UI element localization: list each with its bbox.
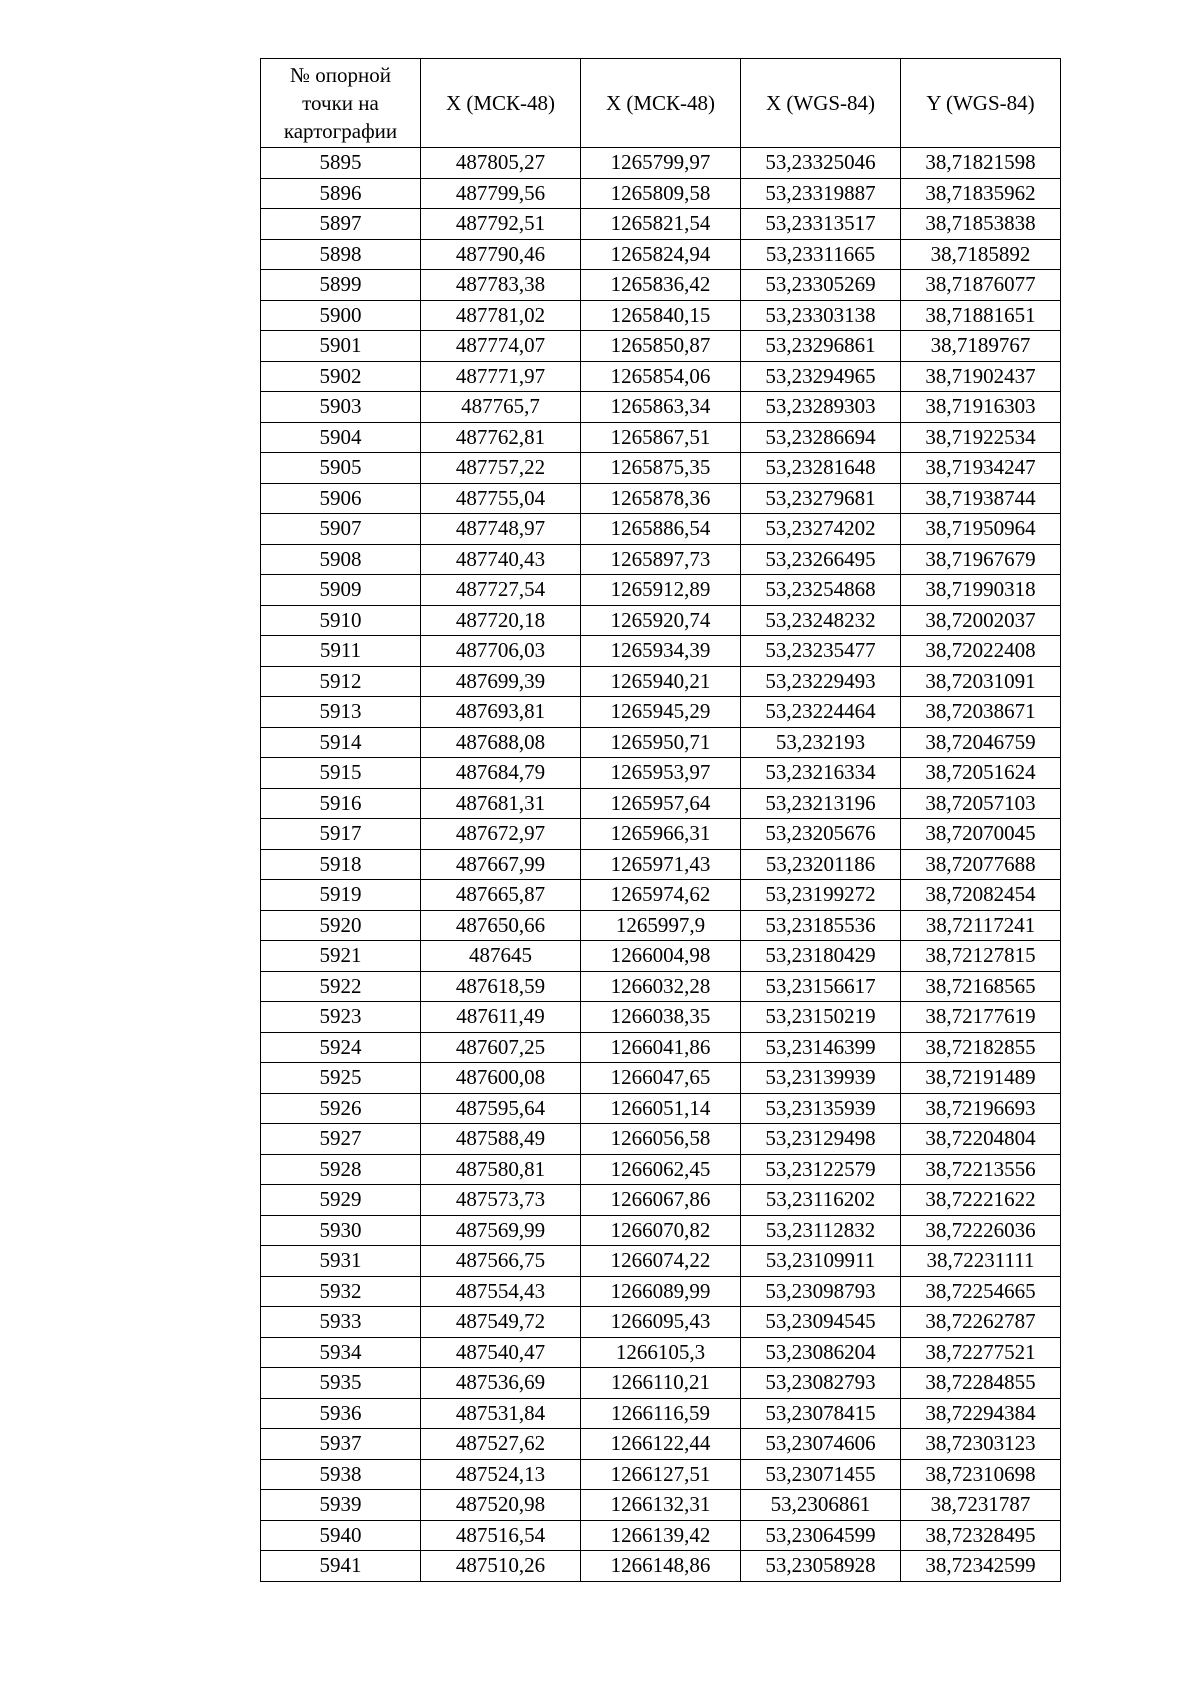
cell-point-number: 5927 [261, 1124, 421, 1155]
cell-y-wgs84: 38,71853838 [901, 209, 1061, 240]
cell-point-number: 5917 [261, 819, 421, 850]
cell-x-msk48: 487524,13 [421, 1459, 581, 1490]
cell-y-wgs84: 38,72342599 [901, 1551, 1061, 1582]
table-row [261, 788, 1061, 819]
cell-x-msk48: 487520,98 [421, 1490, 581, 1521]
cell-y-wgs84: 38,71916303 [901, 392, 1061, 423]
cell-x-wgs84: 53,23224464 [741, 697, 901, 728]
cell-x-msk48-second: 1266038,35 [581, 1002, 741, 1033]
cell-x-wgs84: 53,23325046 [741, 148, 901, 179]
table-row [261, 941, 1061, 972]
cell-y-wgs84: 38,72002037 [901, 605, 1061, 636]
cell-x-wgs84: 53,23311665 [741, 239, 901, 270]
cell-x-msk48-second: 1265897,73 [581, 544, 741, 575]
table-row [261, 971, 1061, 1002]
cell-x-msk48-second: 1265912,89 [581, 575, 741, 606]
cell-y-wgs84: 38,72051624 [901, 758, 1061, 789]
cell-point-number: 5915 [261, 758, 421, 789]
cell-x-msk48: 487774,07 [421, 331, 581, 362]
cell-x-wgs84: 53,23071455 [741, 1459, 901, 1490]
cell-x-msk48-second: 1265997,9 [581, 910, 741, 941]
cell-x-msk48-second: 1266004,98 [581, 941, 741, 972]
cell-x-msk48-second: 1265867,51 [581, 422, 741, 453]
cell-x-wgs84: 53,23135939 [741, 1093, 901, 1124]
cell-x-wgs84: 53,23109911 [741, 1246, 901, 1277]
cell-point-number: 5913 [261, 697, 421, 728]
table-row [261, 148, 1061, 179]
cell-point-number: 5908 [261, 544, 421, 575]
table-row [261, 1398, 1061, 1429]
cell-x-wgs84: 53,23281648 [741, 453, 901, 484]
table-header [261, 59, 1061, 148]
cell-x-msk48-second: 1265934,39 [581, 636, 741, 667]
cell-x-wgs84: 53,23205676 [741, 819, 901, 850]
cell-point-number: 5912 [261, 666, 421, 697]
cell-y-wgs84: 38,71990318 [901, 575, 1061, 606]
cell-point-number: 5921 [261, 941, 421, 972]
cell-x-wgs84: 53,23199272 [741, 880, 901, 911]
cell-y-wgs84: 38,72046759 [901, 727, 1061, 758]
cell-x-msk48: 487755,04 [421, 483, 581, 514]
table-row [261, 1276, 1061, 1307]
table-row [261, 575, 1061, 606]
cell-x-msk48: 487672,97 [421, 819, 581, 850]
cell-y-wgs84: 38,71881651 [901, 300, 1061, 331]
cell-x-wgs84: 53,23098793 [741, 1276, 901, 1307]
cell-x-msk48: 487569,99 [421, 1215, 581, 1246]
cell-x-msk48: 487805,27 [421, 148, 581, 179]
table-row [261, 422, 1061, 453]
cell-point-number: 5929 [261, 1185, 421, 1216]
table-row [261, 239, 1061, 270]
cell-point-number: 5931 [261, 1246, 421, 1277]
cell-x-msk48: 487607,25 [421, 1032, 581, 1063]
cell-x-msk48-second: 1266051,14 [581, 1093, 741, 1124]
cell-x-wgs84: 53,23274202 [741, 514, 901, 545]
cell-x-wgs84: 53,23058928 [741, 1551, 901, 1582]
cell-x-wgs84: 53,23254868 [741, 575, 901, 606]
cell-x-msk48: 487536,69 [421, 1368, 581, 1399]
cell-x-msk48-second: 1266089,99 [581, 1276, 741, 1307]
cell-x-msk48-second: 1265971,43 [581, 849, 741, 880]
table-row [261, 483, 1061, 514]
cell-x-msk48-second: 1265799,97 [581, 148, 741, 179]
cell-x-msk48-second: 1266122,44 [581, 1429, 741, 1460]
cell-x-msk48-second: 1266067,86 [581, 1185, 741, 1216]
cell-x-wgs84: 53,23150219 [741, 1002, 901, 1033]
cell-y-wgs84: 38,72182855 [901, 1032, 1061, 1063]
cell-x-msk48-second: 1266032,28 [581, 971, 741, 1002]
table-row [261, 1124, 1061, 1155]
table-row [261, 392, 1061, 423]
table-row [261, 361, 1061, 392]
cell-x-wgs84: 53,23086204 [741, 1337, 901, 1368]
cell-x-msk48-second: 1265886,54 [581, 514, 741, 545]
cell-point-number: 5938 [261, 1459, 421, 1490]
table-body [261, 148, 1061, 1582]
cell-x-msk48: 487618,59 [421, 971, 581, 1002]
cell-x-msk48: 487510,26 [421, 1551, 581, 1582]
cell-point-number: 5918 [261, 849, 421, 880]
cell-x-msk48: 487757,22 [421, 453, 581, 484]
cell-y-wgs84: 38,72038671 [901, 697, 1061, 728]
cell-point-number: 5895 [261, 148, 421, 179]
cell-x-msk48: 487706,03 [421, 636, 581, 667]
cell-x-msk48: 487540,47 [421, 1337, 581, 1368]
cell-x-msk48: 487693,81 [421, 697, 581, 728]
cell-y-wgs84: 38,72070045 [901, 819, 1061, 850]
cell-x-msk48: 487790,46 [421, 239, 581, 270]
cell-x-msk48: 487645 [421, 941, 581, 972]
cell-x-wgs84: 53,23286694 [741, 422, 901, 453]
table-row [261, 1246, 1061, 1277]
table-row [261, 727, 1061, 758]
cell-x-msk48-second: 1265824,94 [581, 239, 741, 270]
cell-y-wgs84: 38,71938744 [901, 483, 1061, 514]
cell-point-number: 5925 [261, 1063, 421, 1094]
cell-point-number: 5936 [261, 1398, 421, 1429]
cell-x-msk48-second: 1266110,21 [581, 1368, 741, 1399]
cell-x-msk48: 487531,84 [421, 1398, 581, 1429]
cell-x-msk48-second: 1266047,65 [581, 1063, 741, 1094]
cell-x-msk48: 487699,39 [421, 666, 581, 697]
cell-point-number: 5934 [261, 1337, 421, 1368]
cell-point-number: 5916 [261, 788, 421, 819]
cell-y-wgs84: 38,72191489 [901, 1063, 1061, 1094]
cell-point-number: 5902 [261, 361, 421, 392]
cell-point-number: 5906 [261, 483, 421, 514]
table-row [261, 453, 1061, 484]
table-row [261, 1185, 1061, 1216]
cell-x-msk48-second: 1265821,54 [581, 209, 741, 240]
cell-x-msk48: 487588,49 [421, 1124, 581, 1155]
cell-x-msk48-second: 1265966,31 [581, 819, 741, 850]
cell-x-msk48: 487566,75 [421, 1246, 581, 1277]
cell-x-wgs84: 53,23279681 [741, 483, 901, 514]
table-row [261, 758, 1061, 789]
cell-x-wgs84: 53,23201186 [741, 849, 901, 880]
table-row [261, 849, 1061, 880]
cell-x-msk48: 487681,31 [421, 788, 581, 819]
cell-point-number: 5923 [261, 1002, 421, 1033]
cell-y-wgs84: 38,72177619 [901, 1002, 1061, 1033]
cell-y-wgs84: 38,7189767 [901, 331, 1061, 362]
cell-x-wgs84: 53,23266495 [741, 544, 901, 575]
cell-x-msk48-second: 1265878,36 [581, 483, 741, 514]
cell-x-msk48-second: 1266127,51 [581, 1459, 741, 1490]
cell-y-wgs84: 38,72277521 [901, 1337, 1061, 1368]
cell-x-msk48: 487684,79 [421, 758, 581, 789]
cell-y-wgs84: 38,7185892 [901, 239, 1061, 270]
cell-y-wgs84: 38,72057103 [901, 788, 1061, 819]
cell-y-wgs84: 38,72077688 [901, 849, 1061, 880]
cell-point-number: 5926 [261, 1093, 421, 1124]
cell-x-msk48-second: 1266070,82 [581, 1215, 741, 1246]
cell-x-msk48: 487650,66 [421, 910, 581, 941]
cell-x-wgs84: 53,23146399 [741, 1032, 901, 1063]
table-row [261, 1154, 1061, 1185]
cell-y-wgs84: 38,72310698 [901, 1459, 1061, 1490]
table-row [261, 666, 1061, 697]
cell-x-wgs84: 53,23213196 [741, 788, 901, 819]
cell-point-number: 5911 [261, 636, 421, 667]
cell-x-wgs84: 53,23313517 [741, 209, 901, 240]
cell-y-wgs84: 38,72117241 [901, 910, 1061, 941]
cell-y-wgs84: 38,72303123 [901, 1429, 1061, 1460]
cell-x-wgs84: 53,232193 [741, 727, 901, 758]
cell-y-wgs84: 38,71902437 [901, 361, 1061, 392]
cell-y-wgs84: 38,71922534 [901, 422, 1061, 453]
cell-x-msk48-second: 1266132,31 [581, 1490, 741, 1521]
cell-point-number: 5910 [261, 605, 421, 636]
table-row [261, 605, 1061, 636]
cell-x-wgs84: 53,23094545 [741, 1307, 901, 1338]
table-row [261, 178, 1061, 209]
cell-y-wgs84: 38,72294384 [901, 1398, 1061, 1429]
cell-x-msk48: 487549,72 [421, 1307, 581, 1338]
cell-x-msk48: 487748,97 [421, 514, 581, 545]
cell-x-msk48: 487611,49 [421, 1002, 581, 1033]
table-row [261, 300, 1061, 331]
cell-x-msk48-second: 1266056,58 [581, 1124, 741, 1155]
table-row [261, 514, 1061, 545]
cell-x-wgs84: 53,23129498 [741, 1124, 901, 1155]
cell-point-number: 5897 [261, 209, 421, 240]
cell-y-wgs84: 38,72226036 [901, 1215, 1061, 1246]
cell-x-msk48: 487573,73 [421, 1185, 581, 1216]
cell-x-wgs84: 53,23078415 [741, 1398, 901, 1429]
cell-x-msk48-second: 1265940,21 [581, 666, 741, 697]
cell-x-wgs84: 53,2306861 [741, 1490, 901, 1521]
cell-point-number: 5919 [261, 880, 421, 911]
cell-point-number: 5928 [261, 1154, 421, 1185]
cell-x-msk48-second: 1266041,86 [581, 1032, 741, 1063]
cell-x-msk48-second: 1265850,87 [581, 331, 741, 362]
cell-x-wgs84: 53,23305269 [741, 270, 901, 301]
cell-x-msk48-second: 1265840,15 [581, 300, 741, 331]
cell-x-msk48-second: 1265950,71 [581, 727, 741, 758]
header-point-number: № опорной точки на картографии [261, 59, 421, 148]
cell-x-msk48: 487792,51 [421, 209, 581, 240]
cell-x-msk48: 487527,62 [421, 1429, 581, 1460]
cell-point-number: 5896 [261, 178, 421, 209]
table-row [261, 1063, 1061, 1094]
header-y-wgs84: Y (WGS-84) [901, 59, 1061, 148]
cell-x-msk48: 487516,54 [421, 1520, 581, 1551]
cell-x-wgs84: 53,23122579 [741, 1154, 901, 1185]
cell-x-msk48-second: 1265945,29 [581, 697, 741, 728]
cell-x-msk48-second: 1265957,64 [581, 788, 741, 819]
cell-point-number: 5922 [261, 971, 421, 1002]
cell-x-msk48: 487554,43 [421, 1276, 581, 1307]
cell-point-number: 5939 [261, 1490, 421, 1521]
cell-y-wgs84: 38,72127815 [901, 941, 1061, 972]
cell-x-msk48-second: 1265953,97 [581, 758, 741, 789]
cell-x-msk48: 487727,54 [421, 575, 581, 606]
cell-point-number: 5940 [261, 1520, 421, 1551]
cell-x-msk48: 487740,43 [421, 544, 581, 575]
table-row [261, 1368, 1061, 1399]
cell-x-msk48-second: 1265854,06 [581, 361, 741, 392]
cell-y-wgs84: 38,71967679 [901, 544, 1061, 575]
table-row [261, 1002, 1061, 1033]
cell-x-wgs84: 53,23235477 [741, 636, 901, 667]
cell-x-msk48-second: 1266062,45 [581, 1154, 741, 1185]
cell-x-msk48-second: 1265836,42 [581, 270, 741, 301]
cell-x-wgs84: 53,23139939 [741, 1063, 901, 1094]
table-row [261, 209, 1061, 240]
cell-point-number: 5935 [261, 1368, 421, 1399]
cell-point-number: 5903 [261, 392, 421, 423]
cell-point-number: 5930 [261, 1215, 421, 1246]
table-row [261, 1520, 1061, 1551]
cell-point-number: 5920 [261, 910, 421, 941]
cell-x-msk48-second: 1266148,86 [581, 1551, 741, 1582]
cell-x-wgs84: 53,23074606 [741, 1429, 901, 1460]
table-row [261, 819, 1061, 850]
cell-x-msk48-second: 1265875,35 [581, 453, 741, 484]
cell-x-wgs84: 53,23216334 [741, 758, 901, 789]
cell-point-number: 5941 [261, 1551, 421, 1582]
cell-y-wgs84: 38,71821598 [901, 148, 1061, 179]
cell-x-wgs84: 53,23185536 [741, 910, 901, 941]
table-row [261, 1032, 1061, 1063]
table-row [261, 1429, 1061, 1460]
cell-y-wgs84: 38,72262787 [901, 1307, 1061, 1338]
table-row [261, 1093, 1061, 1124]
table-row [261, 270, 1061, 301]
cell-y-wgs84: 38,72204804 [901, 1124, 1061, 1155]
cell-point-number: 5899 [261, 270, 421, 301]
cell-y-wgs84: 38,71950964 [901, 514, 1061, 545]
cell-point-number: 5905 [261, 453, 421, 484]
table-row [261, 544, 1061, 575]
cell-y-wgs84: 38,71835962 [901, 178, 1061, 209]
cell-x-msk48: 487771,97 [421, 361, 581, 392]
cell-x-msk48: 487720,18 [421, 605, 581, 636]
cell-y-wgs84: 38,72221622 [901, 1185, 1061, 1216]
cell-x-wgs84: 53,23294965 [741, 361, 901, 392]
cell-point-number: 5904 [261, 422, 421, 453]
cell-x-wgs84: 53,23116202 [741, 1185, 901, 1216]
cell-point-number: 5914 [261, 727, 421, 758]
cell-y-wgs84: 38,72254665 [901, 1276, 1061, 1307]
cell-x-wgs84: 53,23229493 [741, 666, 901, 697]
cell-x-msk48-second: 1266116,59 [581, 1398, 741, 1429]
cell-point-number: 5932 [261, 1276, 421, 1307]
header-row [261, 59, 1061, 148]
cell-x-wgs84: 53,23112832 [741, 1215, 901, 1246]
cell-x-wgs84: 53,23303138 [741, 300, 901, 331]
cell-x-msk48-second: 1265920,74 [581, 605, 741, 636]
table-row [261, 1337, 1061, 1368]
cell-x-wgs84: 53,23082793 [741, 1368, 901, 1399]
cell-x-wgs84: 53,23289303 [741, 392, 901, 423]
table-row [261, 1307, 1061, 1338]
cell-x-msk48: 487600,08 [421, 1063, 581, 1094]
cell-y-wgs84: 38,72031091 [901, 666, 1061, 697]
table-row [261, 1551, 1061, 1582]
cell-point-number: 5898 [261, 239, 421, 270]
cell-point-number: 5901 [261, 331, 421, 362]
cell-point-number: 5907 [261, 514, 421, 545]
cell-x-msk48-second: 1266095,43 [581, 1307, 741, 1338]
cell-point-number: 5909 [261, 575, 421, 606]
header-x-wgs84: X (WGS-84) [741, 59, 901, 148]
header-x-msk48: X (МСК-48) [421, 59, 581, 148]
cell-x-msk48: 487688,08 [421, 727, 581, 758]
cell-y-wgs84: 38,72231111 [901, 1246, 1061, 1277]
cell-y-wgs84: 38,72284855 [901, 1368, 1061, 1399]
cell-point-number: 5937 [261, 1429, 421, 1460]
cell-y-wgs84: 38,72082454 [901, 880, 1061, 911]
cell-x-msk48: 487595,64 [421, 1093, 581, 1124]
cell-x-msk48: 487762,81 [421, 422, 581, 453]
cell-x-msk48-second: 1266074,22 [581, 1246, 741, 1277]
cell-x-wgs84: 53,23248232 [741, 605, 901, 636]
table-row [261, 697, 1061, 728]
table-row [261, 910, 1061, 941]
cell-x-wgs84: 53,23319887 [741, 178, 901, 209]
cell-x-wgs84: 53,23180429 [741, 941, 901, 972]
cell-y-wgs84: 38,72022408 [901, 636, 1061, 667]
cell-point-number: 5924 [261, 1032, 421, 1063]
cell-x-msk48: 487667,99 [421, 849, 581, 880]
cell-x-wgs84: 53,23156617 [741, 971, 901, 1002]
cell-x-msk48-second: 1266139,42 [581, 1520, 741, 1551]
cell-x-msk48: 487580,81 [421, 1154, 581, 1185]
coordinates-table [260, 58, 1061, 1582]
cell-x-msk48-second: 1266105,3 [581, 1337, 741, 1368]
cell-x-msk48: 487799,56 [421, 178, 581, 209]
cell-x-msk48-second: 1265809,58 [581, 178, 741, 209]
cell-x-wgs84: 53,23296861 [741, 331, 901, 362]
table-row [261, 1459, 1061, 1490]
cell-y-wgs84: 38,72328495 [901, 1520, 1061, 1551]
cell-y-wgs84: 38,72196693 [901, 1093, 1061, 1124]
cell-point-number: 5900 [261, 300, 421, 331]
table-row [261, 331, 1061, 362]
cell-x-msk48: 487781,02 [421, 300, 581, 331]
cell-y-wgs84: 38,71934247 [901, 453, 1061, 484]
cell-x-wgs84: 53,23064599 [741, 1520, 901, 1551]
cell-point-number: 5933 [261, 1307, 421, 1338]
cell-x-msk48: 487783,38 [421, 270, 581, 301]
table-row [261, 1490, 1061, 1521]
table-row [261, 1215, 1061, 1246]
table-row [261, 880, 1061, 911]
cell-y-wgs84: 38,71876077 [901, 270, 1061, 301]
cell-y-wgs84: 38,72168565 [901, 971, 1061, 1002]
header-x-msk48-second: X (МСК-48) [581, 59, 741, 148]
cell-x-msk48: 487765,7 [421, 392, 581, 423]
cell-x-msk48: 487665,87 [421, 880, 581, 911]
table-row [261, 636, 1061, 667]
cell-y-wgs84: 38,7231787 [901, 1490, 1061, 1521]
cell-x-msk48-second: 1265863,34 [581, 392, 741, 423]
cell-y-wgs84: 38,72213556 [901, 1154, 1061, 1185]
cell-x-msk48-second: 1265974,62 [581, 880, 741, 911]
